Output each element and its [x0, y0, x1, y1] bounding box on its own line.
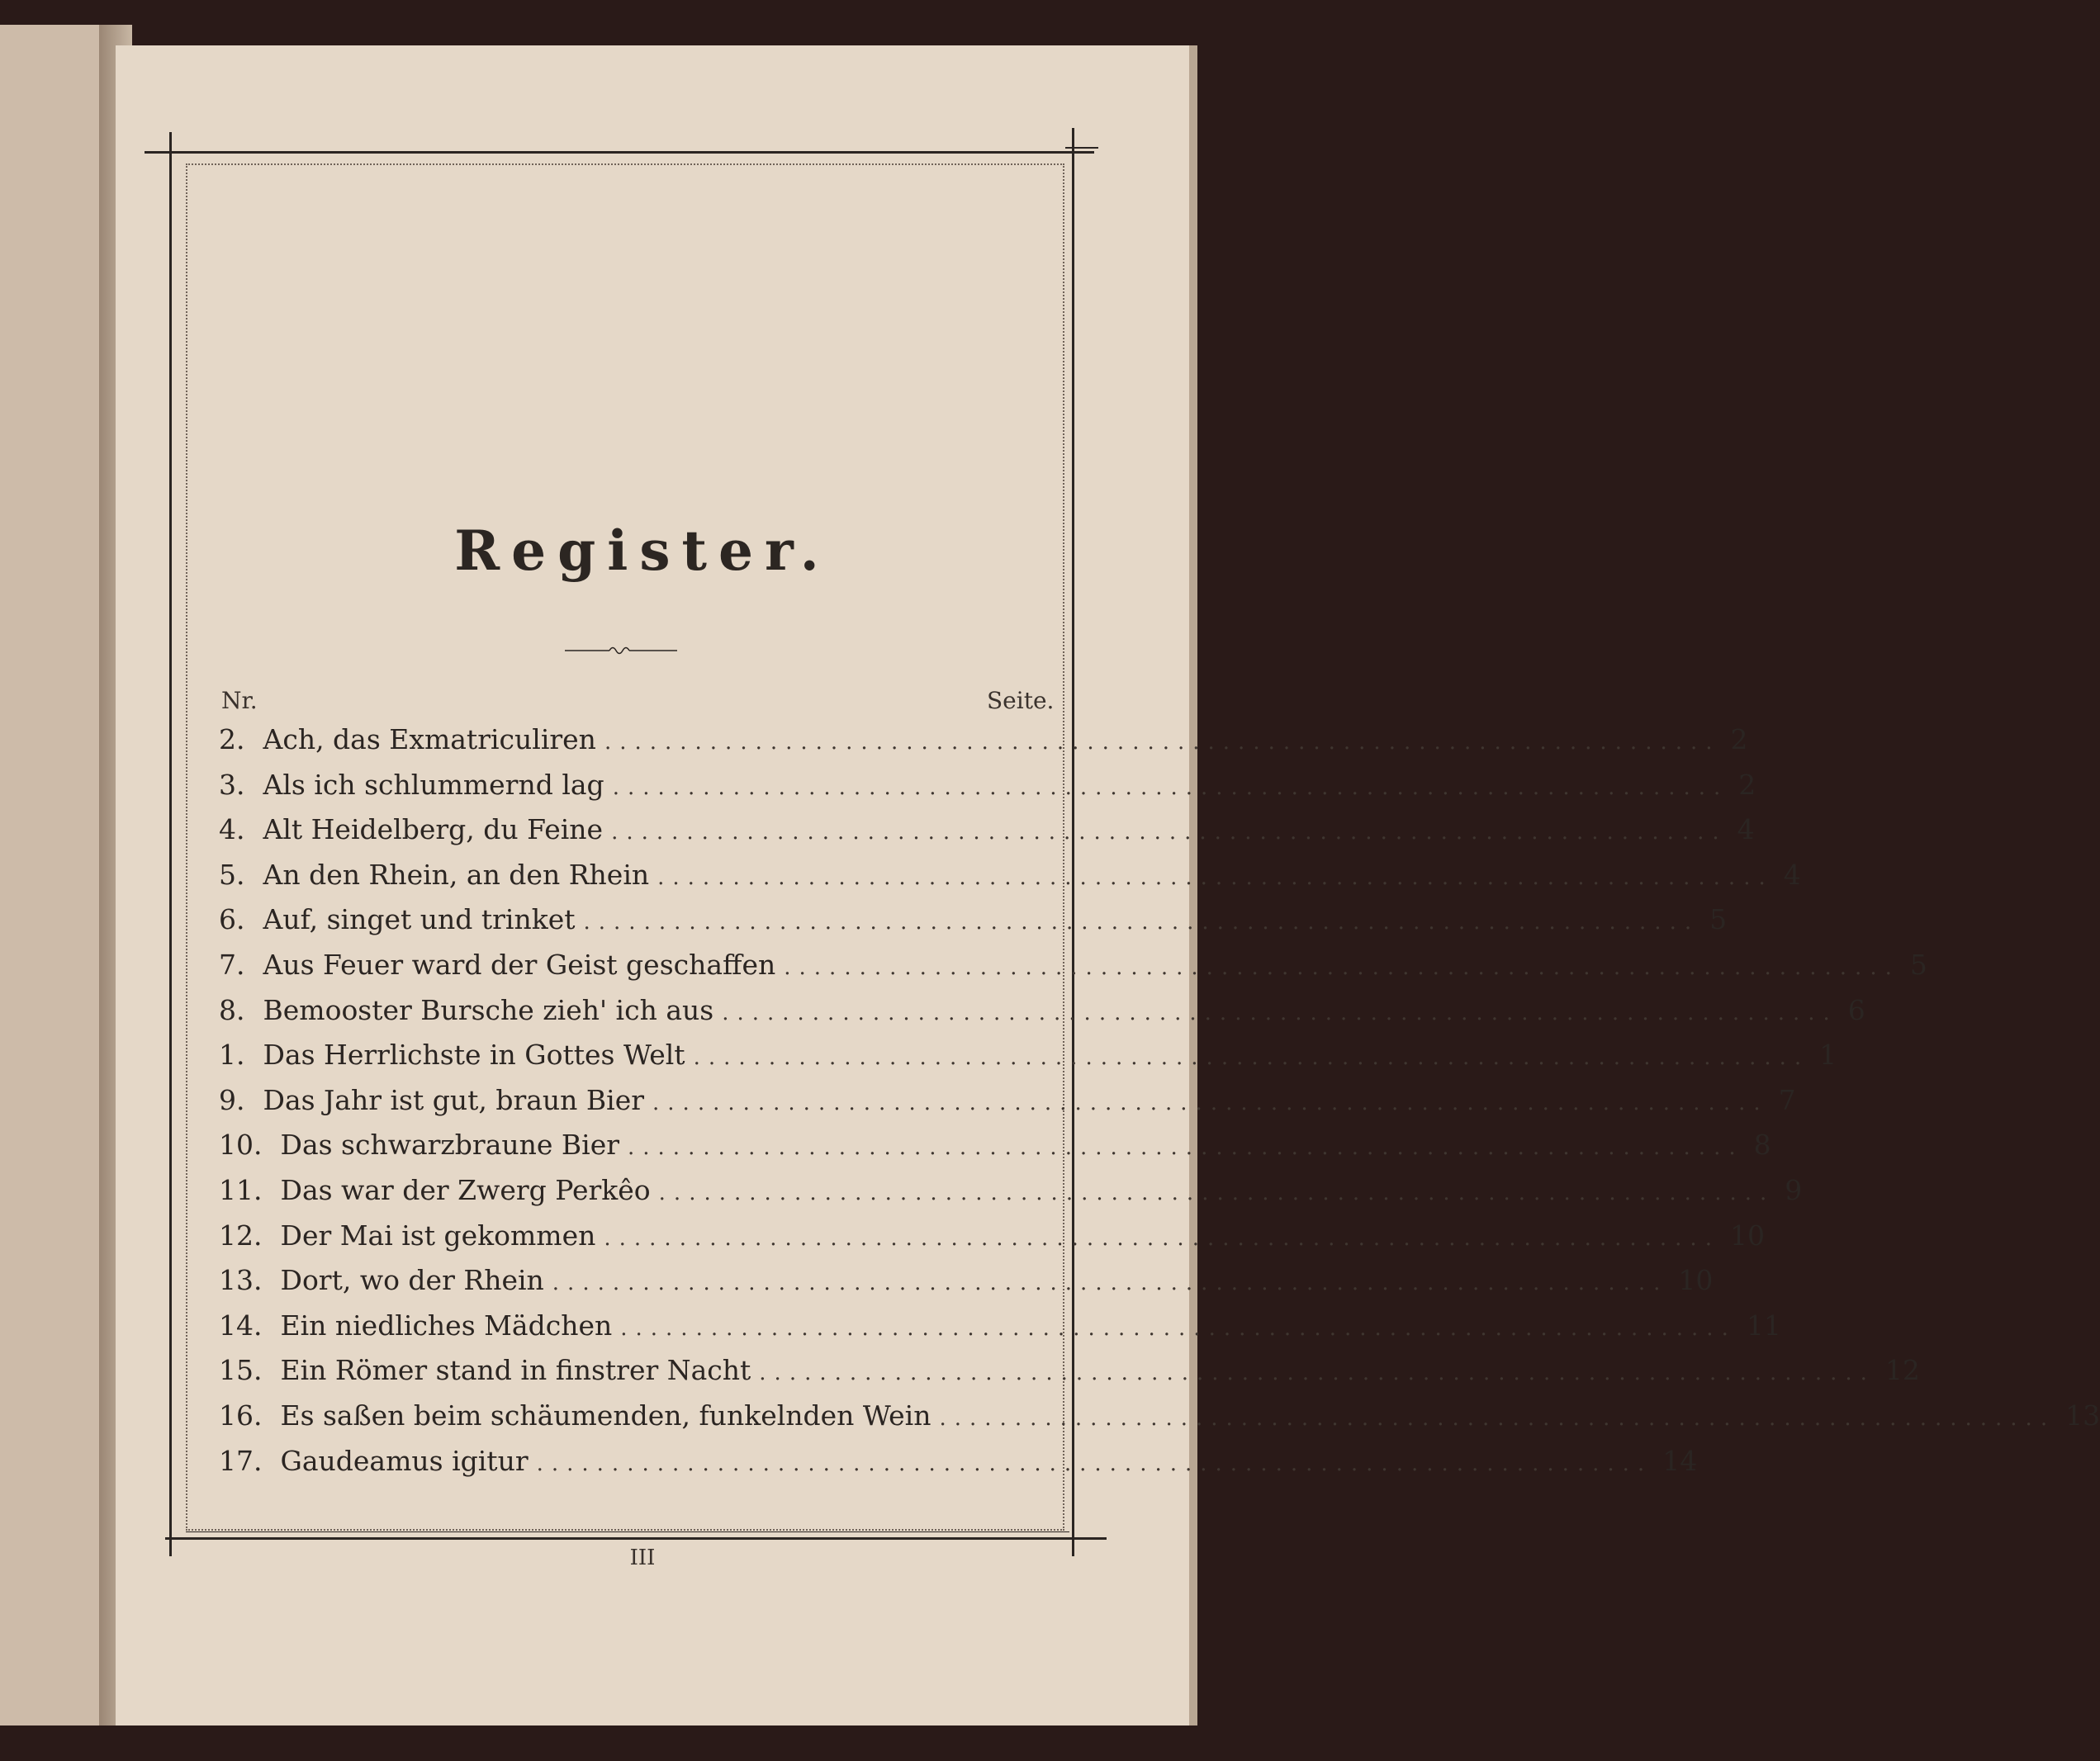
register-entry [219, 813, 1755, 859]
dot-leader: .......................................................................... [759, 1361, 1875, 1386]
dot-leader: .......................................................................... [612, 774, 1729, 800]
entry-number: 16. [219, 1399, 263, 1432]
register-entry [219, 1129, 1771, 1174]
column-header-nr: Nr. [221, 687, 258, 714]
entry-page: 14 [1662, 1444, 1698, 1477]
entry-title: Ein Römer stand in finstrer Nacht [280, 1354, 751, 1387]
entry-page: 2 [1738, 768, 1756, 801]
dot-leader: .......................................................................... [658, 1180, 1775, 1205]
entry-title: Ein niedliches Mädchen [280, 1309, 613, 1342]
entry-number: 17. [219, 1444, 263, 1477]
dot-leader: .......................................................................... [722, 1000, 1838, 1025]
entry-title: Bemooster Bursche zieh' ich aus [263, 993, 714, 1026]
dot-leader: .......................................................................... [611, 820, 1728, 845]
entry-number: 5. [219, 858, 245, 891]
entry-page: 11 [1746, 1309, 1781, 1342]
title-ornament [565, 642, 677, 659]
register-entry [219, 1173, 1803, 1219]
dot-leader: .......................................................................... [939, 1405, 2056, 1431]
entry-number: 2. [219, 723, 245, 755]
dot-leader: .......................................................................... [604, 730, 1721, 755]
entry-title: Es saßen beim schäumenden, funkelnden Wein [280, 1399, 931, 1432]
entry-page: 4 [1783, 858, 1801, 891]
entry-page: 12 [1884, 1354, 1920, 1387]
entry-page: 10 [1729, 1219, 1765, 1252]
register-list [219, 723, 2100, 1489]
entry-number: 6. [219, 903, 245, 936]
entry-number: 13. [219, 1264, 263, 1297]
register-entry [219, 948, 1927, 994]
entry-page: 8 [1753, 1129, 1771, 1162]
entry-page: 2 [1730, 723, 1748, 755]
entry-number: 8. [219, 993, 245, 1026]
entry-number: 7. [219, 948, 245, 981]
entry-page: 9 [1785, 1173, 1803, 1206]
register-entry [219, 768, 1756, 814]
register-entry [219, 858, 1801, 904]
register-entry [219, 903, 1728, 949]
dot-leader: .......................................................................... [552, 1271, 1669, 1296]
entry-title: Auf, singet und trinket [263, 903, 576, 936]
frame-top-rule [145, 151, 1094, 154]
frame-top-rule-overhang [145, 151, 178, 153]
entry-title: Der Mai ist gekommen [280, 1219, 596, 1252]
entry-page: 1 [1819, 1039, 1837, 1072]
entry-page: 5 [1909, 948, 1927, 981]
dot-leader: .......................................................................... [693, 1045, 1810, 1071]
dot-leader: .......................................................................... [620, 1315, 1737, 1341]
entry-title: Das Jahr ist gut, braun Bier [263, 1083, 645, 1116]
dot-leader: .......................................................................... [583, 910, 1700, 935]
left-page [0, 25, 116, 1725]
register-entry [219, 1219, 1765, 1265]
entry-page: 10 [1678, 1264, 1714, 1297]
frame-bottom-rule-inner [186, 1531, 1069, 1532]
entry-number: 1. [219, 1039, 245, 1072]
register-entry [219, 1309, 1781, 1355]
frame-left-rule [169, 132, 172, 1556]
register-entry [219, 1354, 1920, 1399]
dot-leader: .......................................................................... [604, 1225, 1720, 1251]
entry-number: 9. [219, 1083, 245, 1116]
dot-leader: .......................................................................... [536, 1451, 1653, 1476]
entry-title: Alt Heidelberg, du Feine [263, 813, 604, 846]
entry-number: 11. [219, 1173, 263, 1206]
entry-page: 7 [1778, 1083, 1796, 1116]
entry-page: 6 [1847, 993, 1865, 1026]
column-header-seite: Seite. [987, 687, 1055, 714]
entry-page: 5 [1709, 903, 1728, 936]
entry-number: 3. [219, 768, 245, 801]
entry-number: 4. [219, 813, 245, 846]
entry-title: Dort, wo der Rhein [280, 1264, 544, 1297]
register-entry [219, 1039, 1837, 1084]
entry-title: Gaudeamus igitur [280, 1444, 529, 1477]
entry-number: 14. [219, 1309, 263, 1342]
page-title: Register. [454, 518, 831, 583]
entry-title: Als ich schlummernd lag [263, 768, 604, 801]
register-entry [219, 993, 1865, 1039]
frame-top-rule-overhang-right [1065, 147, 1098, 149]
entry-number: 10. [219, 1129, 263, 1162]
entry-title: Das schwarzbraune Bier [280, 1129, 620, 1162]
entry-page: 4 [1737, 813, 1755, 846]
entry-title: Ach, das Exmatriculiren [263, 723, 596, 755]
register-entry [219, 1083, 1796, 1129]
dot-leader: .......................................................................... [784, 954, 1900, 980]
dot-leader: .......................................................................... [628, 1135, 1744, 1161]
register-entry [219, 1399, 2100, 1445]
entry-number: 12. [219, 1219, 263, 1252]
frame-bottom-rule [165, 1537, 1107, 1540]
entry-title: Aus Feuer ward der Geist geschaffen [263, 948, 776, 981]
entry-title: An den Rhein, an den Rhein [263, 858, 650, 891]
register-entry [219, 1444, 1698, 1490]
register-entry [219, 1264, 1714, 1309]
entry-number: 15. [219, 1354, 263, 1387]
entry-title: Das Herrlichste in Gottes Welt [263, 1039, 685, 1072]
dot-leader: .......................................................................... [657, 864, 1774, 890]
entry-page: 13 [2065, 1399, 2100, 1432]
dot-leader: .......................................................................... [652, 1090, 1769, 1115]
page-number: III [629, 1546, 656, 1570]
register-entry [219, 723, 1748, 769]
entry-title: Das war der Zwerg Perkêo [280, 1173, 651, 1206]
